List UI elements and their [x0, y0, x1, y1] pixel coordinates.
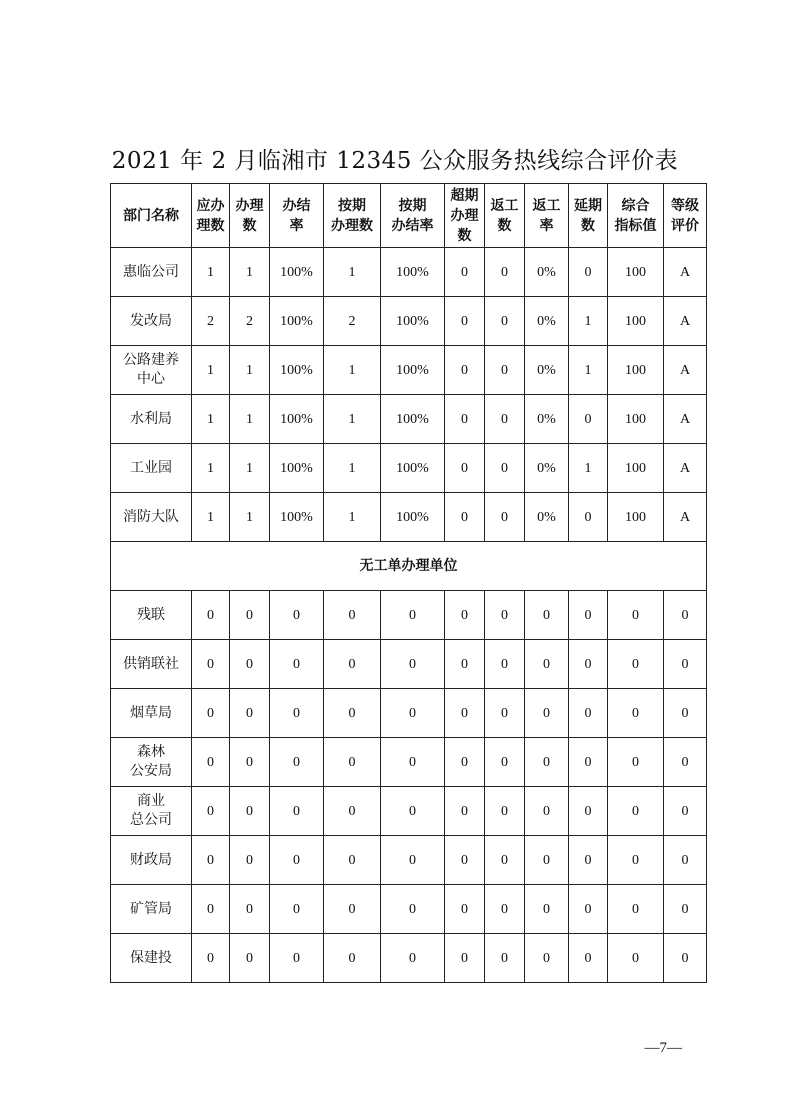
table-cell: 0: [485, 787, 525, 836]
department-name-line: 矿管局: [130, 900, 172, 917]
table-cell: 100%: [381, 444, 445, 493]
table-cell: 0: [230, 885, 270, 934]
table-row: [111, 493, 707, 542]
table-cell: 0%: [525, 444, 569, 493]
table-cell: 1: [569, 444, 608, 493]
table-cell: 0: [664, 591, 707, 640]
department-name: [111, 248, 192, 297]
table-cell: 0: [664, 836, 707, 885]
table-cell: 0: [192, 640, 230, 689]
table-row: [111, 640, 707, 689]
table-cell: 0: [381, 640, 445, 689]
table-cell: 0: [381, 738, 445, 787]
table-cell: 0: [525, 885, 569, 934]
table-cell: 100: [608, 493, 664, 542]
table-cell: 0: [324, 934, 381, 983]
table-cell: 0: [230, 689, 270, 738]
table-cell: 0: [569, 738, 608, 787]
table-cell: 0: [445, 444, 485, 493]
table-cell: 0: [525, 836, 569, 885]
table-cell: 0: [485, 248, 525, 297]
table-cell: 0: [270, 836, 324, 885]
table-cell: 0: [324, 836, 381, 885]
table-cell: 0: [664, 885, 707, 934]
table-cell: A: [664, 444, 707, 493]
table-cell: 0: [569, 640, 608, 689]
column-header-line: 按期: [338, 197, 366, 214]
department-name: [111, 444, 192, 493]
table-cell: 1: [192, 493, 230, 542]
table-cell: 0: [324, 591, 381, 640]
column-header-line: 按期: [398, 197, 427, 214]
table-cell: A: [664, 395, 707, 444]
table-row: [111, 346, 707, 395]
table-cell: 0: [485, 689, 525, 738]
table-cell: 100: [608, 395, 664, 444]
table-cell: 100: [608, 248, 664, 297]
table-cell: 0: [608, 738, 664, 787]
table-cell: 0: [445, 640, 485, 689]
table-cell: 0: [485, 591, 525, 640]
table-cell: 0: [569, 689, 608, 738]
table-cell: 0: [525, 934, 569, 983]
department-name: [111, 493, 192, 542]
table-cell: 0: [192, 689, 230, 738]
table-cell: 2: [192, 297, 230, 346]
column-header-line: 延期: [574, 197, 602, 214]
page-number: —7—: [644, 1040, 682, 1056]
section-label: 无工单办理单位: [111, 542, 707, 591]
table-cell: 0: [569, 885, 608, 934]
table-cell: 100%: [381, 248, 445, 297]
table-cell: 1: [230, 493, 270, 542]
table-cell: 1: [324, 346, 381, 395]
table-cell: 0%: [525, 346, 569, 395]
table-cell: A: [664, 297, 707, 346]
table-cell: 0: [485, 885, 525, 934]
table-cell: 0: [525, 640, 569, 689]
table-cell: 0: [192, 787, 230, 836]
department-name-line: 中心: [137, 371, 165, 387]
column-header: [485, 184, 525, 248]
table-cell: 1: [569, 297, 608, 346]
column-header-line: 数: [497, 217, 512, 234]
table-cell: 0: [569, 836, 608, 885]
table-cell: 1: [192, 346, 230, 395]
table-header-row: [111, 184, 707, 248]
department-name: [111, 591, 192, 640]
table-cell: 0: [445, 395, 485, 444]
table-cell: 0: [664, 640, 707, 689]
table-cell: 0: [445, 787, 485, 836]
table-cell: 100%: [270, 395, 324, 444]
table-cell: 100: [608, 346, 664, 395]
table-cell: 0%: [525, 297, 569, 346]
column-header-line: 办理数: [331, 217, 373, 234]
department-name: [111, 640, 192, 689]
department-name: [111, 787, 192, 836]
table-cell: 100%: [381, 493, 445, 542]
column-header: [230, 184, 270, 248]
table-cell: 1: [324, 493, 381, 542]
table-cell: 0: [485, 493, 525, 542]
column-header: [525, 184, 569, 248]
table-cell: 100%: [270, 444, 324, 493]
table-row: [111, 885, 707, 934]
table-cell: 2: [230, 297, 270, 346]
table-cell: 0: [525, 738, 569, 787]
table-row: [111, 248, 707, 297]
department-name: [111, 297, 192, 346]
table-cell: 0: [192, 591, 230, 640]
table-cell: A: [664, 346, 707, 395]
table-cell: 100: [608, 297, 664, 346]
department-name: [111, 836, 192, 885]
table-cell: 0: [445, 885, 485, 934]
table-cell: 0: [270, 689, 324, 738]
table-cell: 1: [230, 248, 270, 297]
department-name-line: 水利局: [130, 410, 172, 427]
column-header: [569, 184, 608, 248]
table-cell: 1: [230, 346, 270, 395]
column-header: [445, 184, 485, 248]
table-row: [111, 297, 707, 346]
table-cell: 0: [270, 787, 324, 836]
table-cell: 0: [525, 689, 569, 738]
table-cell: 0: [485, 738, 525, 787]
department-name: [111, 395, 192, 444]
table-cell: 100%: [381, 297, 445, 346]
column-header-line: 理数: [196, 217, 225, 234]
table-cell: A: [664, 493, 707, 542]
column-header: [664, 184, 707, 248]
table-cell: 0: [445, 297, 485, 346]
table-cell: 0: [664, 934, 707, 983]
column-header-line: 数: [457, 227, 472, 244]
department-name-line: 森林: [137, 744, 165, 760]
table-row: [111, 836, 707, 885]
table-cell: 0: [608, 934, 664, 983]
column-header: [381, 184, 445, 248]
table-cell: 0: [608, 640, 664, 689]
table-cell: 100%: [270, 248, 324, 297]
column-header-line: 应办: [196, 197, 225, 214]
table-cell: 100: [608, 444, 664, 493]
table-cell: 0: [569, 395, 608, 444]
department-name-line: 保建投: [130, 949, 172, 966]
table-cell: 0: [270, 934, 324, 983]
column-header-line: 超期: [450, 187, 479, 204]
table-cell: 0: [324, 689, 381, 738]
table-cell: 0: [381, 689, 445, 738]
table-cell: 0: [485, 640, 525, 689]
table-cell: 0: [445, 493, 485, 542]
table-cell: 0: [381, 885, 445, 934]
table-cell: 100%: [270, 297, 324, 346]
column-header-line: 办理: [235, 197, 264, 214]
table-row: [111, 934, 707, 983]
table-cell: 0: [485, 346, 525, 395]
column-header-line: 指标值: [614, 217, 657, 234]
department-name-line: 公路建养: [123, 352, 179, 368]
table-cell: 0: [608, 591, 664, 640]
table-cell: 0: [445, 248, 485, 297]
table-cell: 0%: [525, 395, 569, 444]
department-name: [111, 689, 192, 738]
table-cell: 0: [192, 934, 230, 983]
table-cell: 0: [569, 493, 608, 542]
section-row: [111, 542, 707, 591]
table-cell: 0: [192, 738, 230, 787]
table-row: [111, 738, 707, 787]
column-header: [324, 184, 381, 248]
table-cell: 0: [485, 444, 525, 493]
department-name-line: 财政局: [130, 851, 172, 868]
table-cell: 100%: [270, 493, 324, 542]
table-cell: 0: [569, 787, 608, 836]
table-cell: 0: [569, 248, 608, 297]
column-header-line: 办结率: [391, 217, 434, 234]
table-cell: 0: [445, 836, 485, 885]
table-row: [111, 395, 707, 444]
table-cell: 0: [485, 934, 525, 983]
table-cell: 0: [230, 738, 270, 787]
column-header: [270, 184, 324, 248]
table-cell: 1: [230, 444, 270, 493]
department-name-line: 商业: [137, 793, 165, 809]
table-cell: 0%: [525, 493, 569, 542]
column-header-line: 返工: [490, 197, 519, 214]
table-body: [111, 248, 707, 983]
table-cell: 0: [192, 885, 230, 934]
column-header-line: 率: [539, 217, 554, 234]
table-cell: 0: [608, 885, 664, 934]
page-title: 2021 年 2 月临湘市 12345 公众服务热线综合评价表: [111, 148, 679, 174]
table-row: [111, 444, 707, 493]
table-cell: 0: [525, 787, 569, 836]
table-cell: 0: [270, 885, 324, 934]
column-header: [111, 184, 192, 248]
table-cell: 0: [192, 836, 230, 885]
table-cell: 0: [664, 689, 707, 738]
department-name-line: 惠临公司: [123, 263, 179, 280]
column-header-line: 数: [581, 217, 595, 234]
table-cell: 1: [324, 444, 381, 493]
table-cell: 1: [192, 395, 230, 444]
table-cell: 0: [569, 934, 608, 983]
table-row: [111, 787, 707, 836]
table-cell: 0: [445, 346, 485, 395]
department-name: [111, 738, 192, 787]
department-name-line: 供销联社: [123, 655, 179, 672]
table-cell: 0: [445, 738, 485, 787]
table-row: [111, 689, 707, 738]
column-header: [192, 184, 230, 248]
table-cell: 0%: [525, 248, 569, 297]
table-cell: 0: [270, 640, 324, 689]
table-cell: 0: [485, 297, 525, 346]
department-name-line: 烟草局: [130, 704, 172, 721]
table-cell: 0: [445, 934, 485, 983]
table-row: [111, 591, 707, 640]
column-header-line: 部门名称: [123, 207, 179, 224]
table-cell: A: [664, 248, 707, 297]
table-cell: 2: [324, 297, 381, 346]
department-name: [111, 934, 192, 983]
department-name-line: 残联: [137, 606, 165, 623]
table-cell: 1: [192, 248, 230, 297]
table-cell: 0: [569, 591, 608, 640]
table-cell: 0: [324, 640, 381, 689]
table-cell: 0: [230, 787, 270, 836]
column-header-line: 数: [242, 217, 257, 234]
table-cell: 100%: [381, 395, 445, 444]
department-name: [111, 885, 192, 934]
evaluation-table: [110, 183, 707, 983]
table-cell: 0: [230, 934, 270, 983]
department-name-line: 总公司: [130, 812, 172, 828]
table-cell: 0: [485, 395, 525, 444]
column-header-line: 返工: [532, 197, 561, 214]
department-name: [111, 346, 192, 395]
table-cell: 0: [230, 591, 270, 640]
department-name-line: 消防大队: [123, 508, 179, 525]
table-cell: 0: [270, 591, 324, 640]
table-cell: 0: [324, 787, 381, 836]
column-header-line: 评价: [671, 217, 699, 234]
table-cell: 0: [381, 836, 445, 885]
table-cell: 0: [485, 836, 525, 885]
column-header-line: 办结: [282, 197, 311, 214]
table-cell: 0: [324, 885, 381, 934]
table-cell: 0: [445, 591, 485, 640]
table-cell: 0: [608, 689, 664, 738]
table-cell: 0: [525, 591, 569, 640]
table-cell: 0: [608, 787, 664, 836]
table-cell: 100%: [270, 346, 324, 395]
column-header: [608, 184, 664, 248]
department-name-line: 发改局: [130, 312, 172, 329]
department-name-line: 公安局: [130, 763, 172, 779]
table-cell: 1: [324, 248, 381, 297]
table-cell: 0: [381, 934, 445, 983]
table-cell: 0: [445, 689, 485, 738]
table-cell: 0: [230, 836, 270, 885]
column-header-line: 率: [289, 217, 304, 234]
column-header-line: 等级: [671, 197, 699, 214]
table-cell: 100%: [381, 346, 445, 395]
table-cell: 0: [381, 787, 445, 836]
table-cell: 0: [664, 738, 707, 787]
table-cell: 1: [192, 444, 230, 493]
table-cell: 0: [608, 836, 664, 885]
table-cell: 0: [381, 591, 445, 640]
table-cell: 0: [324, 738, 381, 787]
table-cell: 1: [230, 395, 270, 444]
table-cell: 0: [270, 738, 324, 787]
table-cell: 0: [230, 640, 270, 689]
table-cell: 0: [664, 787, 707, 836]
column-header-line: 办理: [450, 207, 479, 224]
table-cell: 1: [569, 346, 608, 395]
department-name-line: 工业园: [130, 459, 172, 476]
table-cell: 1: [324, 395, 381, 444]
column-header-line: 综合: [621, 197, 650, 214]
